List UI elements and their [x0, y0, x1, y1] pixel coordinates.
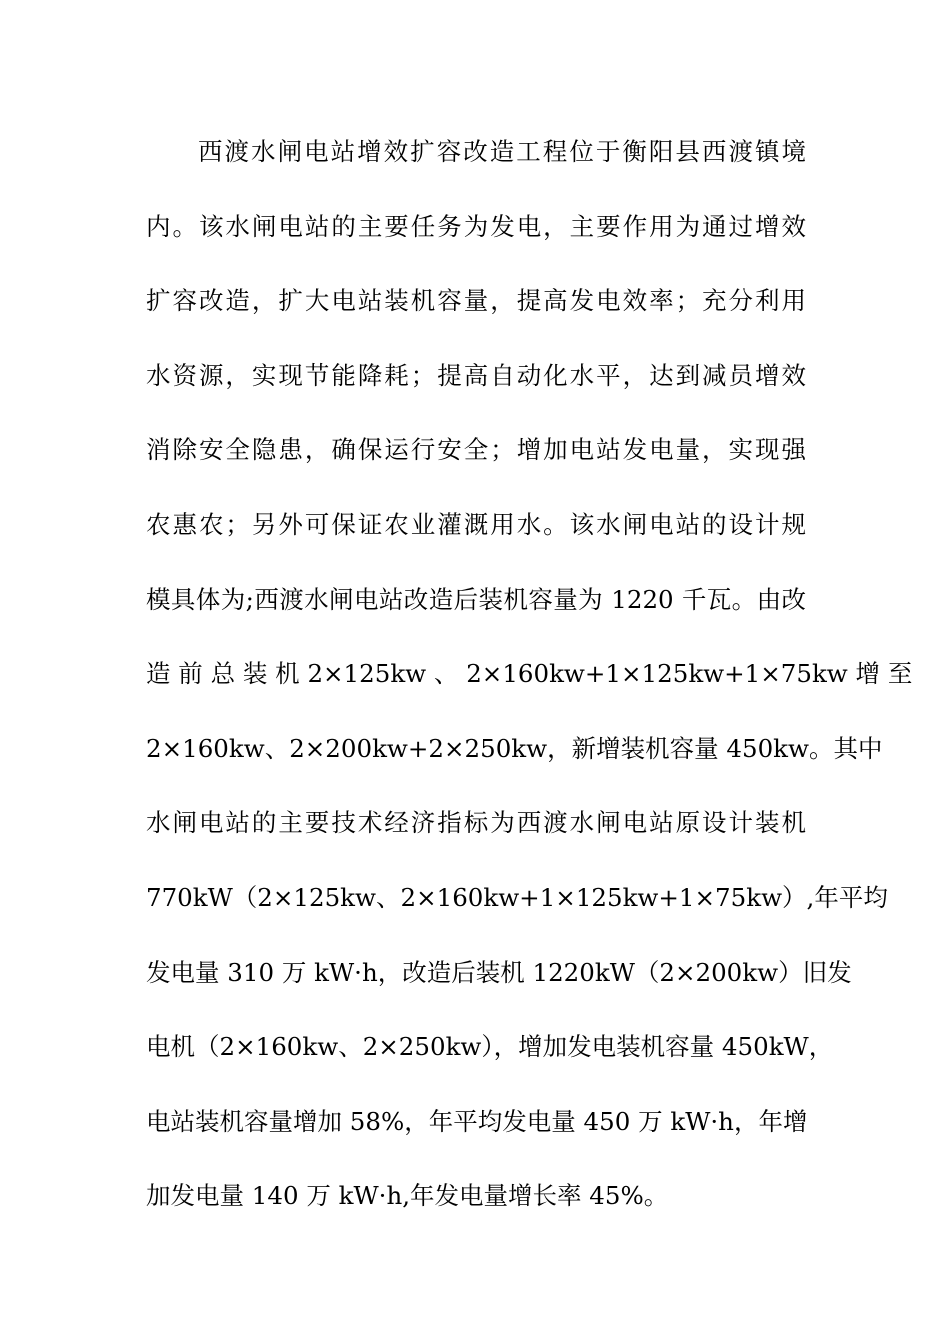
paragraph-line-5: 消除安全隐患，确保运行安全；增加电站发电量，实现强: [146, 435, 806, 465]
paragraph-line-2: 内。该水闸电站的主要任务为发电，主要作用为通过增效: [146, 211, 806, 241]
paragraph-line-7: 模具体为;西渡水闸电站改造后装机容量为 1220 千瓦。由改: [146, 584, 806, 614]
paragraph-line-12: 发电量 310 万 kW·h，改造后装机 1220kW（2×200kw）旧发: [146, 957, 852, 987]
paragraph-line-10: 水闸电站的主要技术经济指标为西渡水闸电站原设计装机: [146, 808, 806, 838]
paragraph-line-9: 2×160kw、2×200kw+2×250kw，新增装机容量 450kw。其中: [146, 733, 883, 763]
paragraph-line-3: 扩容改造，扩大电站装机容量，提高发电效率；充分利用: [146, 286, 806, 316]
paragraph-line-13: 电机（2×160kw、2×250kw），增加发电装机容量 450kW，: [146, 1032, 834, 1062]
paragraph-line-1: 西渡水闸电站增效扩容改造工程位于衡阳县西渡镇境: [198, 137, 806, 166]
body-paragraph: [146, 132, 913, 1251]
paragraph-line-8: 造 前 总 装 机 2×125kw 、 2×160kw+1×125kw+1×75kw 增 至: [146, 659, 913, 689]
paragraph-line-6: 农惠农；另外可保证农业灌溉用水。该水闸电站的设计规: [146, 509, 806, 539]
paragraph-line-11: 770kW（2×125kw、2×160kw+1×125kw+1×75kw）,年平均: [146, 882, 888, 912]
paragraph-line-14: 电站装机容量增加 58%，年平均发电量 450 万 kW·h，年增: [146, 1106, 808, 1136]
paragraph-line-15: 加发电量 140 万 kW·h,年发电量增长率 45%。: [146, 1181, 669, 1211]
paragraph-line-4: 水资源，实现节能降耗；提高自动化水平，达到减员增效: [146, 360, 806, 390]
